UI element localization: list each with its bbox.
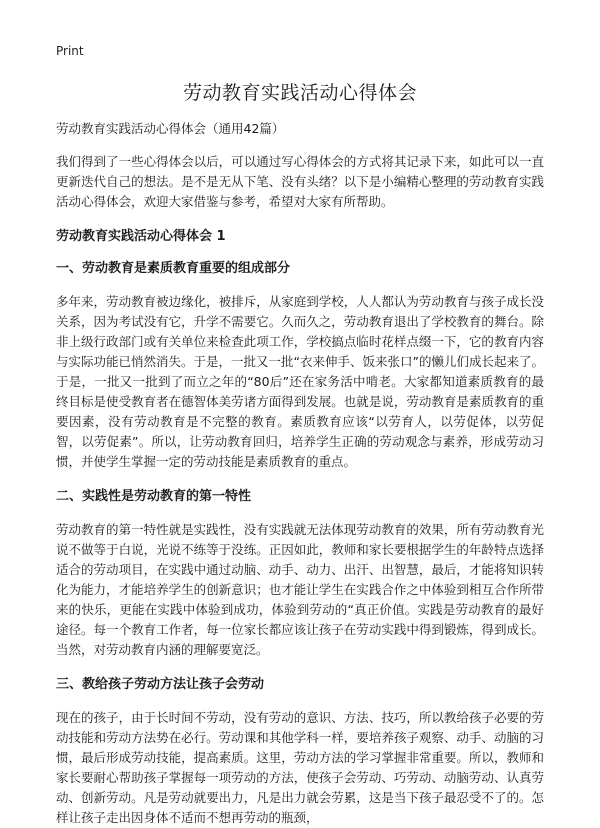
- document-body: [56, 120, 544, 828]
- section-heading: 一、劳动教育是素质教育重要的组成部分: [56, 261, 291, 276]
- section-paragraph: 多年来，劳动教育被边缘化，被排斥，从家庭到学校，人人都认为劳动教育与孩子成长没关系，因为考试没有它，升学不需要它。久而久之，劳动教育退出了学校教育的舞台。除非上级行政部门或有关单位来检查此项工作，学校搞点临时花样点缀一下，它的教育内容与实际功能已悄然消失。于是，一批又一批“衣来伸手、饭来张口”的懒儿们成长起来了。于是，一批又一批到了而立之年的“80后”还在家务活中啃老。大家都知道素质教育的最终目标是使受教育者在德智体美劳诸方面得到发展。也就是说，劳动教育是素质教育的重要因素，没有劳动教育是不完整的教育。素质教育应该“以劳育人，以劳促体，以劳促智，以劳促素”。所以，让劳动教育回归，培养学生正确的劳动观念与素养，形成劳动习惯，并使学生掌握一定的劳动技能是素质教育的重点。: [56, 294, 544, 469]
- section-heading: 二、实践性是劳动教育的第一特性: [56, 489, 252, 504]
- document-title: 劳动教育实践活动心得体会: [182, 82, 417, 104]
- document-subtitle: 劳动教育实践活动心得体会（通用42篇）: [56, 121, 285, 136]
- print-link[interactable]: Print: [56, 44, 84, 58]
- section-paragraph: 现在的孩子，由于长时间不劳动，没有劳动的意识、方法、技巧，所以教给孩子必要的劳动技能和劳动方法势在必行。劳动课和其他学科一样，要培养孩子观察、动手、动脑的习惯，最后形成劳动技能，提高素质。这里，劳动方法的学习掌握非常重要。所以，教师和家长要耐心帮助孩子掌握每一项劳动的方法，使孩子会劳动、巧劳动、动脑劳动、认真劳动、创新劳动。凡是劳动就要出力，凡是出力就会劳累，这是当下孩子最忍受不了的。怎样让孩子走出因身体不适而不想再劳动的瓶颈，: [56, 710, 544, 825]
- article-heading: 劳动教育实践活动心得体会 1: [56, 229, 226, 244]
- section-paragraph: 劳动教育的第一特性就是实践性，没有实践就无法体现劳动教育的效果，所有劳动教育光说不做等于白说，光说不练等于没练。正因如此，教师和家长要根据学生的年龄特点选择适合的劳动项目，在实践中通过动脑、动手、动力、出汗、出智慧，最后，才能将知识转化为能力，才能培养学生的创新意识；也才能让学生在实践合作之中体验到相互合作所带来的快乐，更能在实践中体验到成功，体验到劳动的“真正价值。实践是劳动教育的最好途径。每一个教育工作者，每一位家长都应该让孩子在劳动实践中得到锻炼，得到成长。当然，对劳动教育内涵的理解要宽泛。: [56, 522, 544, 657]
- intro-paragraph: 我们得到了一些心得体会以后，可以通过写心得体会的方式将其记录下来，如此可以一直更新迭代自己的想法。是不是无从下笔、没有头绪？以下是小编精心整理的劳动教育实践活动心得体会，欢迎大家借鉴与参考，希望对大家有所帮助。: [56, 154, 544, 209]
- section-heading: 三、教给孩子劳动方法让孩子会劳动: [56, 677, 265, 692]
